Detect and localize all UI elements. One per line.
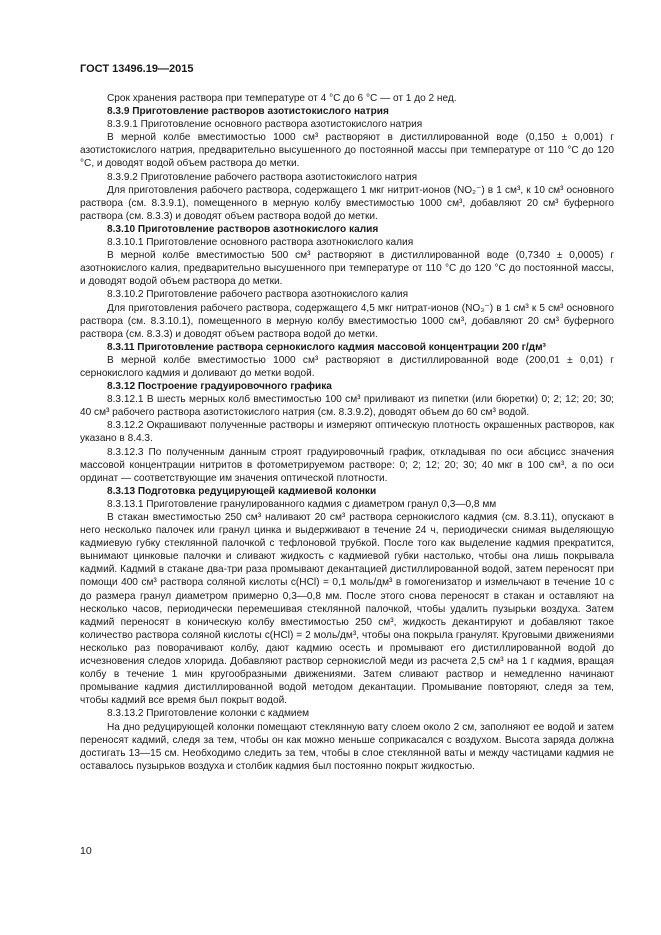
body-paragraph: Для приготовления рабочего раствора, содержащего 4,5 мкг нитрат-ионов (NO₃⁻) в 1 см³ к 5 см³ основного раствора (см. 8.3.10.1), помещенного в мерную колбу вместимостью 1000 см³, добавляют 20 см³ буферного раствора (см. 8.3.3) и доводят объем раствора водой до метки. [80, 302, 614, 340]
body-paragraph: В стакан вместимостью 250 см³ наливают 20 см³ раствора сернокислого кадмия (см. 8.3.11), опускают в него несколько палочек или гранул цинка и выдерживают в течение 24 ч, периодически снимая выделяющую кадмиевую губку стеклянной палочкой с тефлоновой трубкой. После того как выделение кадмия прекратится, вынимают цинковые палочки и сливают жидкость с кадмиевой губки настолько, чтобы она лишь покрывала кадмий. Кадмий в стакане два-три раза промывают декантацией дистиллированной водой, затем переносят при помощи 400 см³ раствора соляной кислоты c(HCl) = 0,1 моль/дм³ в гомогенизатор и измельчают в течение 10 с до размера гранул диаметром примерно 0,3—0,8 мм. После этого снова переносят в стакан и оставляют на несколько часов, периодически перемешивая стеклянной палочкой, чтобы удалить пузырьки воздуха. Затем кадмий переносят в коническую колбу вместимостью 250 см³, жидкость декантируют и добавляют такое количество раствора соляной кислоты c(HCl) = 2 моль/дм³, чтобы она покрыла гранулят. Круговыми движениями несколько раз поворачивают колбу, дают кадмию осесть и промывают его дистиллированной водой до исчезновения следов хлорида. Добавляют раствор сернокислой меди из расчета 2,5 см³ на 1 г кадмия, вращая колбу в течение 1 мин кругообразными движениями. Затем сливают раствор и немедленно начинают промывание кадмия дистиллированной водой методом декантации. Промывание повторяют, следя за тем, чтобы кадмий все время был покрыт водой. [80, 512, 614, 707]
body-paragraph: В мерной колбе вместимостью 1000 см³ растворяют в дистиллированной воде (200,01 ± 0,01) г сернокислого кадмия и доливают до метки водой. [80, 354, 614, 379]
body-paragraph: На дно редуцирующей колонки помещают стеклянную вату слоем около 2 см, заполняют ее водой и затем переносят кадмий, следя за тем, чтобы он как можно меньше соприкасался с воздухом. Высота заряда должна достигать 13—15 см. Необходимо следить за тем, чтобы в слое стеклянной ваты и между частицами кадмия не оставалось пузырьков воздуха и столбик кадмия был постоянно покрыт жидкостью. [80, 721, 614, 772]
body-paragraph: Срок хранения раствора при температуре от 4 °С до 6 °С — от 1 до 2 нед. [107, 93, 457, 104]
body-paragraph: 8.3.12.1 В шесть мерных колб вместимостью 100 см³ приливают из пипетки (или бюретки) 0; 2; 12; 20; 30; 40 см³ рабочего раствора азотистокислого натрия (см. 8.3.9.2), доводят объем до 60 см³ водой. [80, 394, 614, 419]
body-paragraph: В мерной колбе вместимостью 500 см³ растворяют в дистиллированной воде (0,7340 ± 0,0005) г азотнокислого калия, предварительно высушенного при температуре от 110 °С до 120 °С до постоянной массы, и доводят водой объем раствора до метки. [80, 250, 614, 288]
body-paragraph: 8.3.12.2 Окрашивают полученные растворы и измеряют оптическую плотность окрашенных растворов, как указано в 8.4.3. [80, 420, 614, 445]
section-heading: 8.3.13 Подготовка редуцирующей кадмиевой колонки [107, 485, 377, 497]
body-paragraph: 8.3.12.3 По полученным данным строят градуировочный график, откладывая по оси абсцисс значения массовой концентрации нитритов в фотометрируемом растворе: 0; 2; 12; 20; 30; 40 мкг в 100 см³, а по оси ординат — соответствующие им значения оптической плотности. [80, 446, 614, 484]
page-number: 10 [80, 845, 92, 857]
body-paragraph: 8.3.9.1 Приготовление основного раствора азотистокислого натрия [107, 119, 423, 131]
document-body [80, 92, 614, 773]
body-paragraph: 8.3.10.2 Приготовление рабочего раствора азотнокислого калия [107, 289, 409, 301]
body-paragraph: 8.3.10.1 Приготовление основного раствора азотнокислого калия [107, 237, 414, 249]
body-paragraph: 8.3.9.2 Приготовление рабочего раствора азотистокислого натрия [107, 171, 418, 183]
section-heading: 8.3.12 Построение градуировочного графика [107, 381, 332, 393]
body-paragraph: Для приготовления рабочего раствора, содержащего 1 мкг нитрит-ионов (NO₂⁻) в 1 см³, к 10 см³ основного раствора (см. 8.3.9.1), помещенного в мерную колбу вместимостью 1000 см³, добавляют 20 см³ буферного раствора (см. 8.3.3) и доводят объем раствора водой до метки. [80, 184, 614, 222]
body-paragraph: 8.3.13.1 Приготовление гранулированного кадмия с диаметром гранул 0,3—0,8 мм [107, 498, 497, 510]
standard-header: ГОСТ 13496.19—2015 [80, 63, 194, 75]
body-paragraph: 8.3.13.2 Приготовление колонки с кадмием [107, 708, 310, 720]
body-paragraph: В мерной колбе вместимостью 1000 см³ растворяют в дистиллированной воде (0,150 ± 0,001) г азотистокислого натрия, предварительно высушенного до постоянной массы при температуре от 110 °С до 120 °С, и доводят водой объем раствора до метки. [80, 132, 614, 170]
section-heading: 8.3.9 Приготовление растворов азотистокислого натрия [107, 106, 389, 118]
section-heading: 8.3.10 Приготовление растворов азотнокислого калия [107, 223, 379, 235]
section-heading: 8.3.11 Приготовление раствора сернокислого кадмия массовой концентрации 200 г/дм³ [107, 341, 546, 353]
